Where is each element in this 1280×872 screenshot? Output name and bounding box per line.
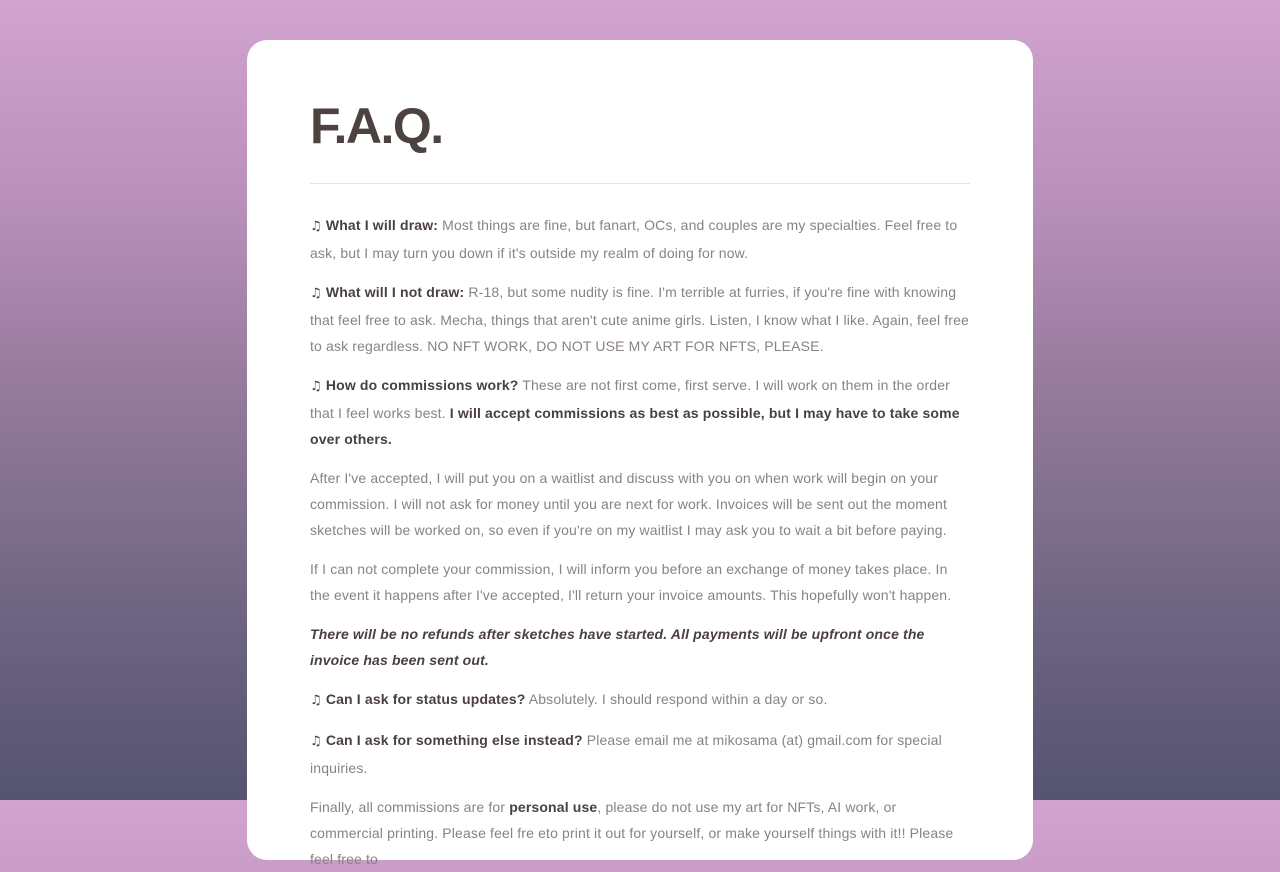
faq-answer: These are not first come, first serve. I will work on them in the order that I feel works best. [310, 377, 950, 421]
faq-question: Can I ask for status updates? [325, 691, 526, 707]
title-divider [310, 183, 970, 184]
final-paragraph [310, 794, 970, 872]
faq-answer: Absolutely. I should respond within a day or so. [525, 691, 828, 707]
personal-use-emphasis: personal use [509, 799, 598, 815]
faq-question: Can I ask for something else instead? [325, 732, 583, 748]
waitlist-paragraph: After I've accepted, I will put you on a waitlist and discuss with you on when work will begin on your commission. I will not ask for money until you are next for work. Invoices will be sent out the moment sketches will be worked on, so even if you're on my waitlist I may ask you to wait a bit before paying. [310, 470, 948, 538]
faq-item-what-i-will-draw [310, 212, 970, 266]
faq-item-how-do-commissions-work [310, 372, 970, 452]
faq-answer: R-18, but some nudity is fine. I'm terrible at furries, if you're fine with knowing that feel free to ask. Mecha, things that aren't cute anime girls. Listen, I know what I like. Again, feel free to ask regardless. NO NFT WORK, DO NOT USE MY ART FOR NFTS, PLEASE. [310, 284, 969, 354]
faq-answer: Most things are fine, but fanart, OCs, and couples are my specialties. Feel free to ask, but I may turn you down if it's outside my realm of doing for now. [310, 217, 958, 261]
faq-question: What will I not draw: [325, 284, 465, 300]
music-note-icon: ♫ [310, 286, 322, 301]
music-note-icon: ♫ [310, 219, 322, 234]
faq-answer: Please email me at mikosama (at) gmail.com for special inquiries. [310, 732, 942, 776]
music-note-icon: ♫ [310, 734, 322, 749]
no-refund-notice: There will be no refunds after sketches have started. All payments will be upfront once the invoice has been sent out. [310, 626, 925, 668]
page-title: F.A.Q. [310, 98, 443, 154]
music-note-icon: ♫ [310, 379, 322, 394]
faq-content [310, 212, 970, 872]
faq-item-status-updates [310, 686, 970, 714]
faq-card [247, 40, 1033, 867]
faq-item-what-will-i-not-draw [310, 279, 970, 359]
faq-item-something-else [310, 727, 970, 781]
faq-answer-emphasis: I will accept commissions as best as possible, but I may have to take some over others. [310, 405, 960, 447]
refund-paragraph: If I can not complete your commission, I will inform you before an exchange of money takes place. In the event it happens after I've accepted, I'll return your invoice amounts. This hopefully won't happen. [310, 561, 952, 603]
music-note-icon: ♫ [310, 693, 322, 708]
final-text-after: , please do not use my art for NFTs, AI work, or commercial printing. Please feel fre eto print it out for yourself, or make yourself things with it!! Please feel free to [310, 799, 954, 867]
faq-question: How do commissions work? [325, 377, 519, 393]
faq-question: What I will draw: [325, 217, 439, 233]
final-text-before: Finally, all commissions are for [310, 799, 510, 815]
